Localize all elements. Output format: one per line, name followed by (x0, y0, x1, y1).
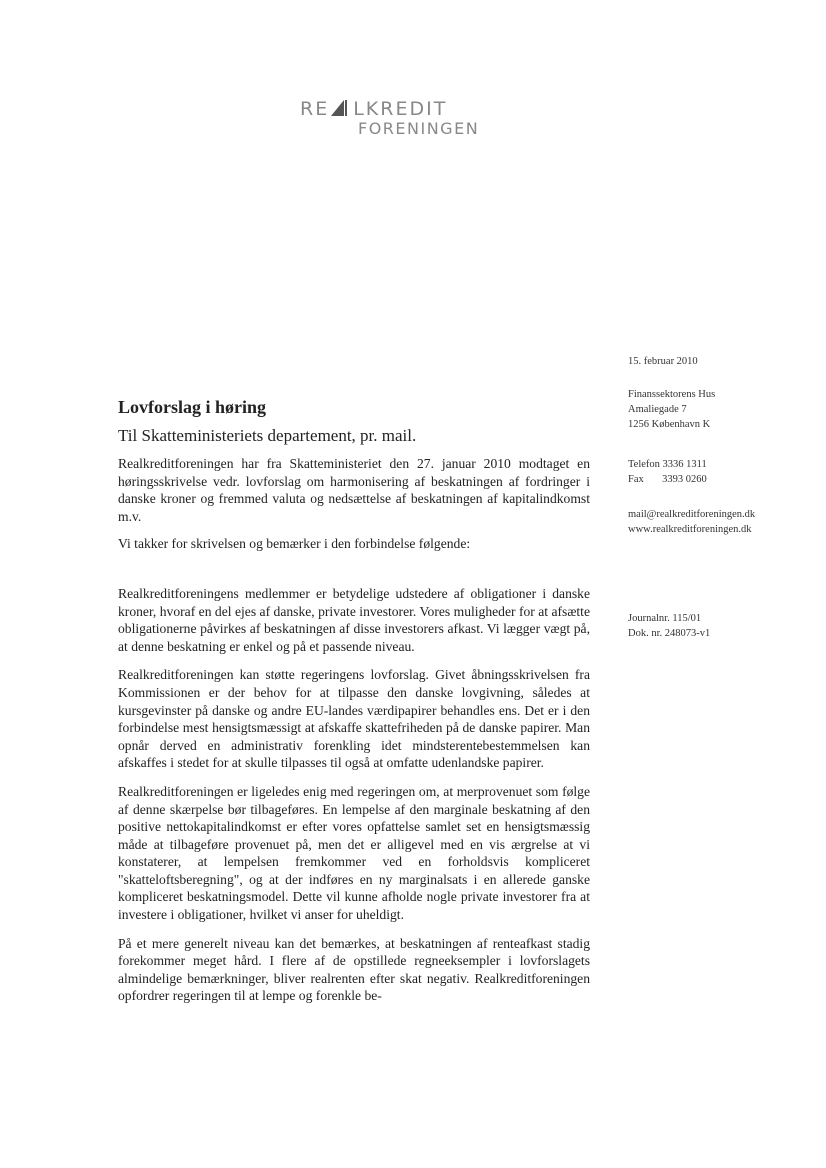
journal-number: Journalnr. 115/01 (628, 613, 702, 624)
logo-wordmark-top (300, 98, 447, 120)
logo-wordmark-bottom: FORENINGEN (358, 119, 480, 138)
address-line-3: 1256 København K (628, 419, 711, 430)
letter-body (118, 455, 590, 1005)
sender-address (628, 387, 715, 432)
body-paragraph-revenue: Realkreditforeningen er ligeledes enig med regeringen om, at merprovenuet som følge af denne skærpelse bør tilbageføres. En lempelse af den marginale beskatning af den positive nettokapitalindkomst er efter vores opfattelse samlet set en hensigtsmæssig måde at tilbageføre provenuet på, men det er alligevel med en vis ærgrelse at vi konstaterer, at lempelsen fremkommer ved en forholdsvis kompliceret "skatteloftsberegning", og at der indføres en ny marginalsats i en allerede ganske kompliceret beskatningsmodel. Dette vil kunne afholde nogle private investorer fra at investere i obligationer, hvilket vi anser for uheldigt. (118, 783, 590, 923)
letter-date: 15. februar 2010 (628, 356, 698, 367)
realkredit-logo (300, 98, 520, 140)
email-address: mail@realkreditforeningen.dk (628, 509, 756, 520)
fax-number: Fax 3393 0260 (628, 474, 707, 485)
address-line-2: Amaliegade 7 (628, 404, 687, 415)
telephone-number: Telefon 3336 1311 (628, 459, 707, 470)
body-paragraph-taxation: På et mere generelt niveau kan det bemærkes, at beskatningen af renteafkast stadig forekommer meget hård. I flere af de opstillede regneeksempler i lovforslagets almindelige bemærkninger, bliver realrenten efter skat negativ. Realkreditforeningen opfordrer regeringen til at lempe og forenkle be- (118, 935, 590, 1004)
body-paragraph-thanks: Vi takker for skrivelsen og bemærker i den forbindelse følgende: (118, 536, 471, 552)
letter-title: Lovforslag i høring (118, 397, 267, 417)
body-paragraph-intro: Realkreditforeningen har fra Skatteministeriet den 27. januar 2010 modtaget en høringsskrivelse vedr. lovforslag om harmonisering af beskatningen af fordringer i danske kroner og fremmed valuta og nedsættelse af beskatningen af kapitalindkomst m.v. (118, 456, 590, 524)
document-number: Dok. nr. 248073-v1 (628, 628, 711, 639)
body-paragraph-members: Realkreditforeningens medlemmer er betydelige udstedere af obligationer i danske kroner, hvoraf en del ejes af danske, private investorer. Vores muligheder for at afsætte obligationerne påvirkes af beskatningen af disse investorers afkast. Vi lægger vægt på, at denne beskatning er enkel og på et passende niveau. (118, 585, 590, 654)
letter-recipient: Til Skatteministeriets departement, pr. mail. (118, 426, 417, 445)
sender-web (628, 507, 755, 537)
website-url: www.realkreditforeningen.dk (628, 524, 752, 535)
address-line-1: Finanssektorens Hus (628, 389, 716, 400)
logo-roof-icon (330, 98, 352, 117)
document-reference (628, 611, 710, 641)
sender-phone-fax (628, 457, 707, 487)
logo-text-lkredit: LKREDIT (353, 98, 448, 120)
logo-text-re: RE (300, 98, 330, 120)
body-paragraph-support: Realkreditforeningen kan støtte regeringens lovforslag. Givet åbningsskrivelsen fra Kommissionen er der behov for at tilpasse den danske lovgivning, således at kursgevinster på danske og andre EU-landes værdipapirer behandles ens. Det er i den forbindelse mest hensigtsmæssigt at afskaffe skattefriheden på de danske papirer. Man opnår derved en administrativ forenkling idet mindsterentebestemmelsen kan afskaffes i stedet for at skulle tilpasses til også at omfatte udenlandske papirer. (118, 667, 590, 771)
